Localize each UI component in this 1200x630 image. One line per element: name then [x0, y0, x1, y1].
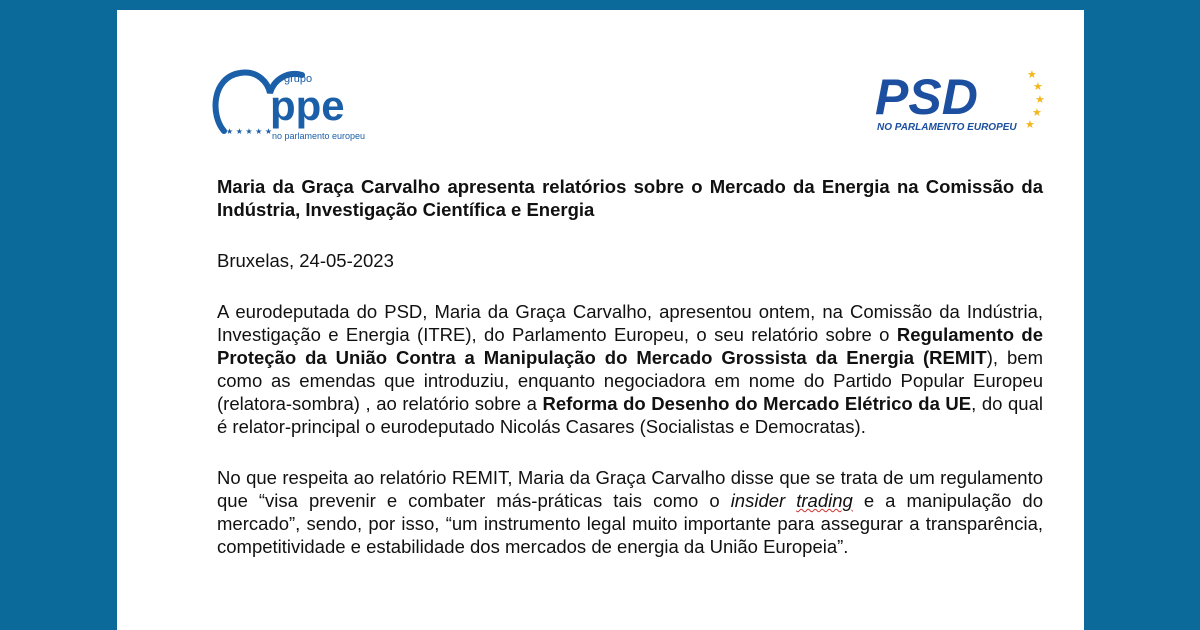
p2-italic-1: insider [730, 490, 786, 511]
svg-text:★ ★ ★ ★ ★: ★ ★ ★ ★ ★ [226, 127, 273, 136]
p2-italic-2: trading [796, 490, 853, 511]
psd-stars-icon [1025, 68, 1045, 131]
p1-bold-1: Regulamento de Proteção da União Contra a Manipulação do Mercado Grossista da Energia (REMIT [217, 324, 1043, 368]
ppe-group-text: grupo [284, 73, 313, 85]
psd-subtitle-text: NO PARLAMENTO EUROPEU [877, 122, 1017, 133]
document-page [117, 10, 1084, 630]
svg-text:★: ★ [1033, 80, 1043, 93]
psd-name-text: PSD [875, 69, 978, 125]
document-body [217, 175, 1043, 558]
p1-text-3: , do qual é relator-principal o eurodeputado Nicolás Casares (Socialistas e Democratas). [217, 393, 1043, 437]
svg-text:★: ★ [1025, 118, 1035, 131]
paragraph-1 [217, 300, 1043, 438]
svg-text:★: ★ [1032, 106, 1042, 119]
ppe-name-text: ppe [270, 82, 345, 129]
ppe-subtitle-text: no parlamento europeu [272, 131, 366, 141]
p1-text-2: ), bem como as emendas que introduziu, enquanto negociadora em nome do Partido Popular Europeu (relatora-sombra) , ao relatório sobre a [217, 347, 1043, 414]
svg-text:★: ★ [1027, 68, 1037, 81]
document-title: Maria da Graça Carvalho apresenta relatórios sobre o Mercado da Energia na Comissão da Indústria, Investigação Científica e Energia [217, 176, 1043, 220]
p1-bold-2: Reforma do Desenho do Mercado Elétrico da UE [542, 393, 972, 414]
ppe-logo [210, 65, 375, 145]
p2-text-1: No que respeita ao relatório REMIT, Maria da Graça Carvalho disse que se trata de um regulamento que “visa prevenir e combater más-práticas tais como o [217, 467, 1043, 511]
paragraph-2 [217, 466, 1043, 558]
p1-text-1: A eurodeputada do PSD, Maria da Graça Carvalho, apresentou ontem, na Comissão da Indústria, Investigação e Energia (ITRE), do Parlamento Europeu, o seu relatório sobre o [217, 301, 1043, 345]
p2-text-2: e a manipulação do mercado”, sendo, por isso, “um instrumento legal muito importante para assegurar a transparência, competitividade e estabilidade dos mercados de energia da União Europeia”. [217, 490, 1044, 557]
svg-text:★: ★ [1035, 93, 1045, 106]
document-date: Bruxelas, 24-05-2023 [217, 250, 394, 271]
psd-logo [875, 68, 1045, 134]
